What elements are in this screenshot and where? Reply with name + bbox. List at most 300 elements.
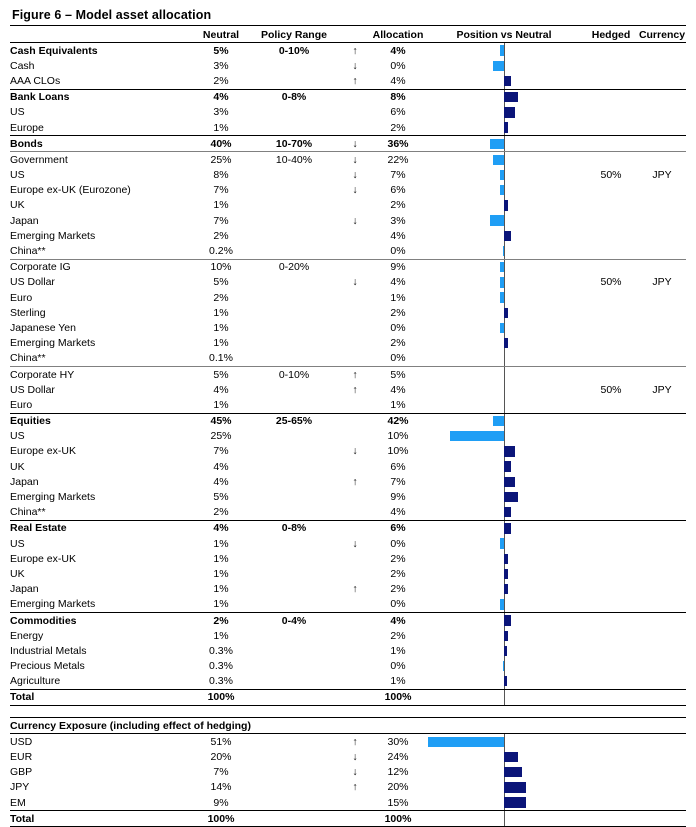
alloc-row-arrow-icon <box>338 489 372 504</box>
alloc-row-hedged <box>584 120 638 136</box>
table-row <box>10 459 686 474</box>
alloc-row-hedged <box>584 536 638 551</box>
alloc-row-hedged <box>584 397 638 413</box>
alloc-row-neutral: 8% <box>213 169 229 182</box>
alloc-row-bar <box>424 183 584 198</box>
bar-positive <box>504 523 511 533</box>
alloc-row-currency <box>638 73 686 89</box>
alloc-row-policy-range <box>250 120 338 136</box>
table-row <box>10 597 686 613</box>
alloc-row-neutral: 5% <box>213 276 229 289</box>
alloc-row-arrow-icon: ↓ <box>352 276 358 289</box>
zero-axis-line <box>504 183 505 198</box>
alloc-row-currency <box>638 120 686 136</box>
alloc-row-arrow-icon: ↓ <box>352 445 358 458</box>
alloc-row-neutral: 2% <box>213 291 229 304</box>
currency-row-allocation: 24% <box>387 751 409 764</box>
bar-positive <box>504 92 518 102</box>
table-header-row <box>10 28 686 43</box>
alloc-row-allocation: 6% <box>390 184 406 197</box>
alloc-row-neutral: 7% <box>213 214 229 227</box>
alloc-row-policy-range <box>250 643 338 658</box>
alloc-row-label: UK <box>10 567 25 580</box>
bar-track <box>424 597 584 612</box>
alloc-row-allocation: 0% <box>390 537 406 550</box>
alloc-row-bar <box>424 520 584 536</box>
alloc-row-bar <box>424 689 584 705</box>
alloc-row-hedged <box>584 474 638 489</box>
bar-track <box>424 90 584 105</box>
alloc-row-hedged <box>584 58 638 73</box>
alloc-row-bar <box>424 659 584 674</box>
alloc-row-arrow-icon: ↓ <box>352 184 358 197</box>
zero-axis-line <box>504 413 505 429</box>
bar-positive <box>504 752 518 762</box>
bar-negative <box>500 277 504 287</box>
alloc-row-bar <box>424 351 584 367</box>
alloc-row-label: Bank Loans <box>10 89 192 105</box>
bar-track <box>424 260 584 275</box>
zero-axis-line <box>504 351 505 367</box>
alloc-row-currency: JPY <box>652 169 672 182</box>
alloc-row-bar <box>424 243 584 259</box>
zero-axis-line <box>504 397 505 413</box>
currency-row-policy-range <box>250 795 338 811</box>
alloc-row-policy-range <box>250 489 338 504</box>
alloc-row-allocation: 8% <box>372 89 424 105</box>
table-row <box>10 366 686 382</box>
alloc-row-hedged <box>584 105 638 120</box>
header-position-vs-neutral: Position vs Neutral <box>456 29 552 41</box>
alloc-row-allocation: 5% <box>372 366 424 382</box>
allocation-table <box>10 28 686 706</box>
alloc-row-currency <box>638 674 686 690</box>
alloc-row-currency <box>638 582 686 597</box>
bar-track <box>424 429 584 444</box>
alloc-row-policy-range <box>250 290 338 305</box>
alloc-row-currency <box>638 551 686 566</box>
zero-axis-line <box>504 659 505 674</box>
zero-axis-line <box>504 275 505 290</box>
alloc-row-currency <box>638 413 686 429</box>
bar-positive <box>504 107 515 117</box>
currency-row-label: EM <box>10 796 26 809</box>
alloc-row-hedged <box>584 582 638 597</box>
alloc-row-arrow-icon <box>338 643 372 658</box>
currency-row-neutral: 9% <box>213 796 229 809</box>
alloc-row-label: Euro <box>10 291 33 304</box>
bar-negative <box>490 215 504 225</box>
table-row <box>10 659 686 674</box>
alloc-row-label: Bonds <box>10 136 192 152</box>
alloc-row-allocation: 2% <box>390 121 406 134</box>
table-row <box>10 551 686 566</box>
alloc-row-currency <box>638 290 686 305</box>
bar-track <box>424 305 584 320</box>
currency-row-bar <box>424 765 584 780</box>
currency-row-hedged <box>584 765 638 780</box>
bar-positive <box>504 492 518 502</box>
alloc-row-hedged <box>584 89 638 105</box>
bar-track <box>424 43 584 58</box>
currency-row-policy-range <box>250 780 338 795</box>
alloc-row-label: US Dollar <box>10 276 55 289</box>
table-row <box>10 58 686 73</box>
zero-axis-line <box>504 152 505 168</box>
alloc-row-hedged <box>584 305 638 320</box>
alloc-row-policy-range <box>250 183 338 198</box>
bar-track <box>424 105 584 120</box>
alloc-row-neutral: 3% <box>213 106 229 119</box>
alloc-row-arrow-icon <box>338 413 372 429</box>
alloc-row-neutral: 1% <box>213 567 229 580</box>
alloc-row-arrow-icon <box>338 659 372 674</box>
alloc-row-policy-range: 25-65% <box>250 413 338 429</box>
alloc-row-label: Corporate HY <box>10 366 192 382</box>
table-row <box>10 811 686 827</box>
alloc-row-bar <box>424 73 584 89</box>
bar-track <box>424 690 584 705</box>
table-row <box>10 305 686 320</box>
zero-axis-line <box>504 290 505 305</box>
alloc-row-allocation: 42% <box>372 413 424 429</box>
title-divider <box>10 25 686 26</box>
table-row <box>10 73 686 89</box>
alloc-row-label: US Dollar <box>10 383 55 396</box>
bar-track <box>424 459 584 474</box>
alloc-row-label: Agriculture <box>10 675 61 688</box>
table-row <box>10 689 686 705</box>
currency-row-neutral: 14% <box>210 781 232 794</box>
alloc-row-neutral: 1% <box>213 552 229 565</box>
bar-positive <box>504 782 526 792</box>
alloc-row-arrow-icon: ↑ <box>352 74 358 87</box>
alloc-row-arrow-icon: ↓ <box>352 214 358 227</box>
bar-track <box>424 228 584 243</box>
alloc-row-arrow-icon <box>338 351 372 367</box>
alloc-row-bar <box>424 275 584 290</box>
alloc-row-allocation: 4% <box>372 612 424 628</box>
alloc-row-label: Government <box>10 152 192 168</box>
alloc-row-policy-range <box>250 336 338 351</box>
bar-track <box>424 613 584 628</box>
bar-negative <box>503 246 504 256</box>
alloc-row-policy-range <box>250 429 338 444</box>
alloc-row-neutral: 2% <box>213 74 229 87</box>
alloc-row-bar <box>424 213 584 228</box>
alloc-row-bar <box>424 152 584 168</box>
alloc-row-allocation: 3% <box>390 214 406 227</box>
alloc-row-policy-range <box>250 536 338 551</box>
currency-row-policy-range <box>250 765 338 780</box>
alloc-row-bar <box>424 290 584 305</box>
alloc-row-arrow-icon <box>338 520 372 536</box>
currency-row-label: JPY <box>10 781 30 794</box>
alloc-row-hedged <box>584 505 638 521</box>
alloc-row-policy-range <box>250 213 338 228</box>
alloc-row-bar <box>424 320 584 335</box>
table-row <box>10 168 686 183</box>
zero-axis-line <box>504 536 505 551</box>
alloc-row-allocation: 4% <box>390 506 406 519</box>
table-row <box>10 413 686 429</box>
table-row <box>10 382 686 397</box>
alloc-row-label: US <box>10 430 25 443</box>
alloc-row-bar <box>424 259 584 275</box>
bar-track <box>424 628 584 643</box>
alloc-row-allocation: 2% <box>390 629 406 642</box>
alloc-row-currency <box>638 429 686 444</box>
alloc-row-arrow-icon <box>338 689 372 705</box>
alloc-row-allocation: 2% <box>390 552 406 565</box>
alloc-row-currency <box>638 198 686 213</box>
alloc-row-policy-range: 10-70% <box>250 136 338 152</box>
alloc-row-allocation: 2% <box>390 583 406 596</box>
currency-row-currency <box>638 749 686 764</box>
bar-track <box>424 213 584 228</box>
header-arrow <box>338 28 372 43</box>
alloc-row-policy-range <box>250 459 338 474</box>
currency-row-bar <box>424 749 584 764</box>
bar-track <box>424 336 584 351</box>
alloc-row-allocation: 1% <box>390 644 406 657</box>
bar-positive <box>504 76 511 86</box>
currency-row-label: USD <box>10 735 33 748</box>
alloc-row-allocation: 7% <box>390 475 406 488</box>
alloc-row-hedged <box>584 459 638 474</box>
table-row <box>10 152 686 168</box>
alloc-row-allocation: 6% <box>390 106 406 119</box>
alloc-row-currency <box>638 336 686 351</box>
alloc-row-arrow-icon <box>338 320 372 335</box>
alloc-row-policy-range <box>250 566 338 581</box>
alloc-row-neutral: 5% <box>213 491 229 504</box>
bar-positive <box>504 122 508 132</box>
alloc-row-policy-range <box>250 320 338 335</box>
currency-exposure-table <box>10 717 686 827</box>
currency-row-arrow-icon <box>338 795 372 811</box>
alloc-row-label: Cash Equivalents <box>10 43 192 59</box>
alloc-row-allocation: 4% <box>390 383 406 396</box>
zero-axis-line <box>504 320 505 335</box>
alloc-row-label: Europe <box>10 121 44 134</box>
table-row <box>10 749 686 764</box>
alloc-row-bar <box>424 105 584 120</box>
alloc-row-bar <box>424 643 584 658</box>
alloc-row-arrow-icon <box>338 628 372 643</box>
alloc-row-bar <box>424 505 584 521</box>
bar-negative <box>503 661 504 671</box>
alloc-row-allocation: 0% <box>390 352 406 365</box>
bar-negative <box>500 45 504 55</box>
table-row <box>10 43 686 59</box>
alloc-row-neutral: 0.3% <box>209 660 233 673</box>
alloc-row-currency <box>638 183 686 198</box>
alloc-row-arrow-icon: ↑ <box>352 383 358 396</box>
bar-track <box>424 320 584 335</box>
alloc-row-bar <box>424 168 584 183</box>
currency-row-currency <box>638 780 686 795</box>
table-row <box>10 351 686 367</box>
alloc-row-hedged <box>584 413 638 429</box>
bar-track <box>424 551 584 566</box>
alloc-row-hedged <box>584 628 638 643</box>
currency-row-label: GBP <box>10 766 33 779</box>
alloc-row-neutral: 25% <box>210 430 232 443</box>
zero-axis-line <box>504 213 505 228</box>
header-currency: Currency <box>638 29 686 41</box>
table-row <box>10 105 686 120</box>
alloc-row-policy-range <box>250 582 338 597</box>
zero-axis-line <box>504 58 505 73</box>
alloc-row-bar <box>424 305 584 320</box>
header-hedged: Hedged <box>591 29 631 41</box>
bar-track <box>424 275 584 290</box>
alloc-row-policy-range <box>250 58 338 73</box>
bar-track <box>424 780 584 795</box>
alloc-row-hedged <box>584 243 638 259</box>
currency-row-currency <box>638 734 686 750</box>
alloc-row-allocation: 2% <box>390 306 406 319</box>
alloc-row-arrow-icon <box>338 120 372 136</box>
bar-track <box>424 734 584 749</box>
alloc-row-label: China** <box>10 245 46 258</box>
table-row <box>10 136 686 152</box>
alloc-row-allocation: 0% <box>390 598 406 611</box>
table-row <box>10 183 686 198</box>
bar-track <box>424 351 584 366</box>
alloc-row-label: US <box>10 106 25 119</box>
bar-track <box>424 765 584 780</box>
alloc-row-allocation: 4% <box>372 43 424 59</box>
alloc-row-allocation: 2% <box>390 199 406 212</box>
alloc-row-bar <box>424 444 584 459</box>
bar-positive <box>504 446 515 456</box>
bar-track <box>424 505 584 520</box>
alloc-row-bar <box>424 612 584 628</box>
alloc-row-allocation: 6% <box>372 520 424 536</box>
alloc-row-bar <box>424 336 584 351</box>
alloc-row-neutral: 5% <box>192 43 250 59</box>
alloc-row-policy-range <box>250 228 338 243</box>
alloc-row-bar <box>424 566 584 581</box>
alloc-row-currency <box>638 520 686 536</box>
bar-track <box>424 795 584 810</box>
alloc-row-hedged <box>584 659 638 674</box>
bar-track <box>424 749 584 764</box>
alloc-row-currency <box>638 243 686 259</box>
zero-axis-line <box>504 382 505 397</box>
table-row <box>10 228 686 243</box>
table-row <box>10 213 686 228</box>
currency-row-hedged <box>584 795 638 811</box>
bar-positive <box>504 569 508 579</box>
bar-positive <box>504 231 511 241</box>
bar-track <box>424 582 584 597</box>
alloc-row-neutral: 0.2% <box>209 245 233 258</box>
alloc-row-arrow-icon <box>338 243 372 259</box>
alloc-row-label: China** <box>10 352 46 365</box>
bar-negative <box>493 61 504 71</box>
bar-negative <box>500 170 504 180</box>
bar-positive <box>504 477 515 487</box>
bar-positive <box>504 767 522 777</box>
alloc-row-neutral: 4% <box>192 520 250 536</box>
table-row <box>10 612 686 628</box>
alloc-row-label: Europe ex-UK <box>10 552 76 565</box>
currency-row-neutral: 100% <box>192 811 250 827</box>
table-row <box>10 536 686 551</box>
table-row <box>10 198 686 213</box>
alloc-row-policy-range <box>250 444 338 459</box>
table-row <box>10 674 686 690</box>
zero-axis-line <box>504 597 505 613</box>
alloc-row-currency <box>638 351 686 367</box>
alloc-row-label: Corporate IG <box>10 259 192 275</box>
table-row <box>10 243 686 259</box>
bar-positive <box>504 554 508 564</box>
currency-row-arrow-icon: ↓ <box>352 751 358 764</box>
zero-axis-line <box>504 689 505 705</box>
currency-row-bar <box>424 734 584 750</box>
alloc-row-arrow-icon: ↑ <box>352 583 358 596</box>
alloc-row-arrow-icon: ↓ <box>352 537 358 550</box>
currency-row-allocation: 15% <box>387 796 409 809</box>
bar-positive <box>504 338 508 348</box>
alloc-row-arrow-icon: ↓ <box>352 59 358 72</box>
bar-negative <box>493 416 504 426</box>
currency-row-hedged <box>584 811 638 827</box>
table-row <box>10 780 686 795</box>
table-row <box>10 628 686 643</box>
alloc-row-arrow-icon <box>338 305 372 320</box>
alloc-row-allocation: 10% <box>387 430 409 443</box>
alloc-row-neutral: 7% <box>213 445 229 458</box>
currency-row-bar <box>424 811 584 827</box>
alloc-row-hedged <box>584 597 638 613</box>
table-row <box>10 120 686 136</box>
alloc-row-allocation: 0% <box>390 660 406 673</box>
currency-row-hedged <box>584 749 638 764</box>
alloc-row-label: Europe ex-UK <box>10 445 76 458</box>
table-row <box>10 643 686 658</box>
alloc-row-allocation: 4% <box>390 74 406 87</box>
alloc-row-allocation: 1% <box>390 291 406 304</box>
alloc-row-currency <box>638 566 686 581</box>
alloc-row-hedged <box>584 43 638 59</box>
alloc-row-label: Total <box>10 689 192 705</box>
currency-row-currency <box>638 765 686 780</box>
alloc-row-currency <box>638 213 686 228</box>
alloc-row-arrow-icon: ↑ <box>338 43 372 59</box>
alloc-row-hedged <box>584 643 638 658</box>
table-row <box>10 397 686 413</box>
alloc-row-currency <box>638 58 686 73</box>
bar-track <box>424 152 584 167</box>
alloc-row-neutral: 1% <box>213 306 229 319</box>
bar-positive <box>504 797 526 807</box>
alloc-row-label: Japanese Yen <box>10 321 76 334</box>
table-row <box>10 290 686 305</box>
alloc-row-neutral: 0.3% <box>209 644 233 657</box>
alloc-row-allocation: 9% <box>390 491 406 504</box>
alloc-row-arrow-icon <box>338 397 372 413</box>
alloc-row-currency <box>638 689 686 705</box>
currency-row-neutral: 51% <box>210 735 232 748</box>
alloc-row-currency <box>638 489 686 504</box>
alloc-row-currency <box>638 459 686 474</box>
alloc-row-bar <box>424 597 584 613</box>
